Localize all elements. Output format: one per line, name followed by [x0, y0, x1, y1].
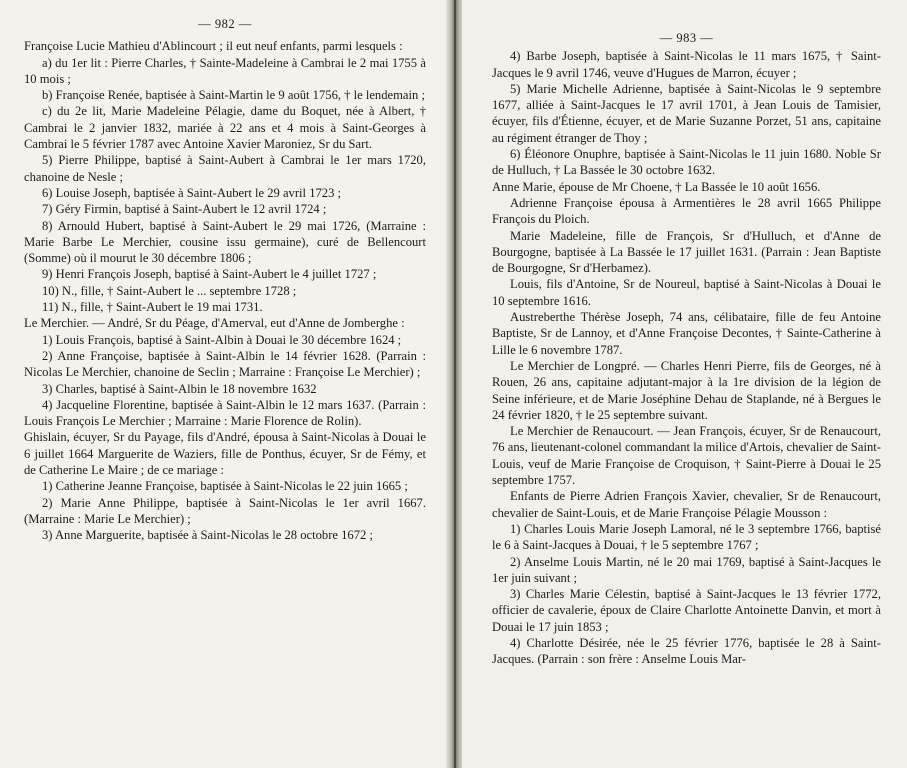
section-paragraph: Le Merchier. — André, Sr du Péage, d'Amerval, eut d'Anne de Jomberghe : [24, 316, 405, 331]
paragraph: 4) Charlotte Désirée, née le 25 février 1776, baptisée le 28 à Saint-Jacques. (Parrain : son frère : Anselme Louis Mar- [492, 635, 881, 667]
paragraph: 3) Anne Marguerite, baptisée à Saint-Nicolas le 28 octobre 1672 ; [42, 528, 373, 543]
paragraph: 8) Arnould Hubert, baptisé à Saint-Aubert le 29 mai 1726, (Marraine : Marie Barbe Le Merchier, cousine issu germaine), curé de Bellencourt (Somme) où il mourut le 30 décembre 1806 ; [24, 218, 426, 266]
paragraph: 6) Louise Joseph, baptisée à Saint-Aubert le 29 avril 1723 ; [42, 185, 342, 200]
right-page [462, 0, 907, 768]
paragraph: 2) Marie Anne Philippe, baptisée à Saint-Nicolas le 1er avril 1667. (Marraine : Marie Le Merchier) ; [24, 495, 426, 526]
left-page [0, 0, 448, 768]
paragraph: 1) Louis François, baptisé à Saint-Albin à Douai le 30 décembre 1624 ; [42, 332, 402, 347]
paragraph: 3) Charles, baptisé à Saint-Albin le 18 novembre 1632 [42, 381, 317, 396]
paragraph: 1) Charles Louis Marie Joseph Lamoral, né le 3 septembre 1766, baptisé le 6 à Saint-Jacques à Douai, † le 5 septembre 1767 ; [492, 521, 881, 553]
paragraph: 7) Géry Firmin, baptisé à Saint-Aubert le 12 avril 1724 ; [42, 202, 327, 217]
section-paragraph: Le Merchier de Renaucourt. — Jean François, écuyer, Sr de Renaucourt, 76 ans, lieutenant-colonel commandant la milice d'Artois, chevalier de Saint-Louis, veuf de Marie Françoise de Croquison, † Saint-Pierre à Douai le 25 septembre 1757. [492, 424, 881, 488]
paragraph: a) du 1er lit : Pierre Charles, † Sainte-Madeleine à Cambrai le 2 mai 1755 à 10 mois ; [24, 55, 426, 86]
paragraph: 5) Pierre Philippe, baptisé à Saint-Aubert à Cambrai le 1er mars 1720, chanoine de Nesle ; [24, 153, 426, 184]
paragraph: Marie Madeleine, fille de François, Sr d'Hulluch, et d'Anne de Bourgogne, baptisée à La Bassée le 17 juillet 1631. (Parrain : Jean Baptiste de Bourgogne, Sr d'Herbamez). [492, 228, 881, 276]
right-page-number: — 983 — [659, 31, 714, 45]
paragraph: 1) Catherine Jeanne Françoise, baptisée à Saint-Nicolas le 22 juin 1665 ; [42, 479, 408, 494]
paragraph: Anne Marie, épouse de Mr Choene, † La Bassée le 10 août 1656. [492, 179, 821, 194]
paragraph: 4) Jacqueline Florentine, baptisée à Saint-Albin le 12 mars 1637. (Parrain : Louis François Le Merchier ; Marraine : Marie Florence de Rolin). [24, 397, 426, 429]
paragraph: Austreberthe Thérèse Joseph, 74 ans, célibataire, fille de feu Antoine Baptiste, Sr de Lannoy, et d'Anne Françoise Decontes, † Sainte-Catherine à Lille le 6 novembre 1787. [492, 310, 881, 357]
paragraph: 2) Anne Françoise, baptisée à Saint-Albin le 14 février 1628. (Parrain : Nicolas Le Merchier, chanoine de Seclin ; Marraine : Françoise Le Merchier) ; [24, 348, 426, 380]
paragraph: Ghislain, écuyer, Sr du Payage, fils d'André, épousa à Saint-Nicolas à Douai le 6 juillet 1664 Marguerite de Waziers, fille de Ponthus, écuyer, Sr de Fémy, et de Catherine Le Maire ; de ce mariage : [24, 430, 426, 478]
paragraph: Françoise Lucie Mathieu d'Ablincourt ; il eut neuf enfants, parmi lesquels : [24, 39, 403, 54]
paragraph: b) Françoise Renée, baptisée à Saint-Martin le 9 août 1756, † le lendemain ; [42, 88, 425, 103]
paragraph: Enfants de Pierre Adrien François Xavier, chevalier, Sr de Renaucourt, chevalier de Saint-Louis, et de Marie Françoise Pélagie Mousson : [492, 489, 881, 520]
paragraph: 3) Charles Marie Célestin, baptisé à Saint-Jacques le 13 février 1772, officier de cavalerie, époux de Claire Charlotte Antoinette Danvin, et mort à Douai le 17 juin 1853 ; [492, 587, 881, 634]
paragraph: c) du 2e lit, Marie Madeleine Pélagie, dame du Boquet, née à Albert, † Cambrai le 2 janvier 1832, mariée à 22 ans et 4 mois à Saint-Georges à Cambrai le 5 février 1787 avec Antoine Xavier Maroniez, Sr du Sart. [24, 104, 426, 152]
paragraph: 4) Barbe Joseph, baptisée à Saint-Nicolas le 11 mars 1675, † Saint-Jacques le 9 avril 1746, veuve d'Hugues de Marron, écuyer ; [492, 49, 881, 80]
left-page-number: — 982 — [198, 17, 252, 31]
paragraph: Louis, fils d'Antoine, Sr de Noureul, baptisé à Saint-Nicolas à Douai le 10 septembre 1616. [492, 277, 881, 308]
paragraph: 9) Henri François Joseph, baptisé à Saint-Aubert le 4 juillet 1727 ; [42, 267, 377, 282]
paragraph: Adrienne Françoise épousa à Armentières le 28 avril 1665 Philippe François du Ploich. [492, 195, 881, 227]
paragraph: 11) N., fille, † Saint-Aubert le 19 mai 1731. [42, 300, 263, 315]
paragraph: 10) N., fille, † Saint-Aubert le ... septembre 1728 ; [42, 283, 297, 298]
section-paragraph: Le Merchier de Longpré. — Charles Henri Pierre, fils de Georges, né à Rouen, 26 ans, capitaine adjutant-major à la 1re division de la légion de Seine inférieure, et de Marie Joséphine Dehau de Staplande, né à Bergues le 24 février 1820, † le 25 septembre suivant. [492, 358, 881, 422]
paragraph: 6) Éléonore Onuphre, baptisée à Saint-Nicolas le 11 juin 1680. Noble Sr de Hulluch, † La Bassée le 30 octobre 1632. [492, 147, 881, 178]
paragraph: 5) Marie Michelle Adrienne, baptisée à Saint-Nicolas le 9 septembre 1677, alliée à Saint-Jacques le 17 avril 1701, à Jean Louis de Tamisier, écuyer, fils d'Étienne, écuyer, et de Marie Suzanne Porzet, 51 ans, capitaine au régiment étranger de Thoy ; [492, 81, 881, 145]
paragraph: 2) Anselme Louis Martin, né le 20 mai 1769, baptisé à Saint-Jacques le 1er juin suivant ; [492, 554, 881, 585]
